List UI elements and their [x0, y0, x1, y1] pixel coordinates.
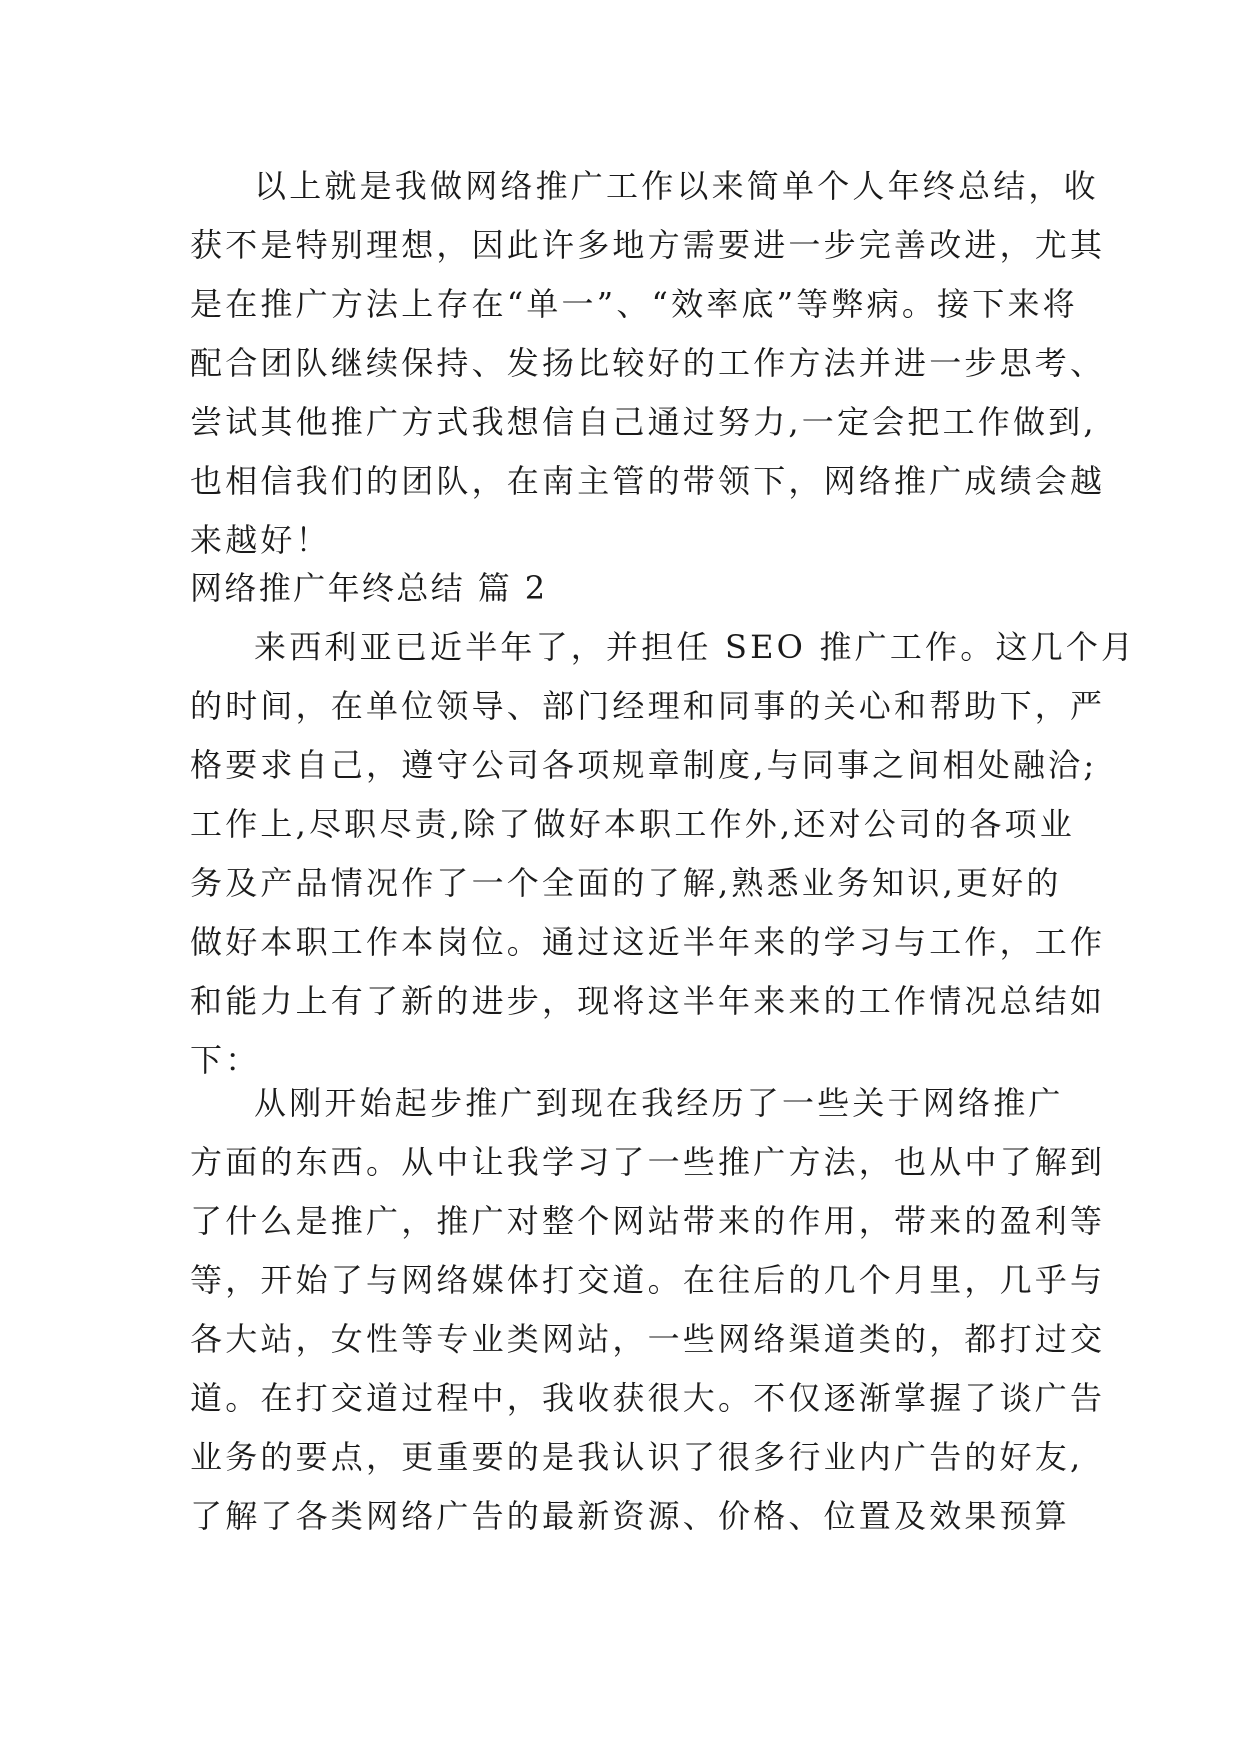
paragraph-line: 和能力上有了新的进步，现将这半年来来的工作情况总结如 [190, 982, 1106, 1020]
paragraph-line: 配合团队继续保持、发扬比较好的工作方法并进一步思考、 [190, 344, 1106, 382]
paragraph-line: 来越好！ [190, 521, 331, 559]
paragraph-line: 做好本职工作本岗位。通过这近半年来的学习与工作，工作 [190, 923, 1106, 961]
paragraph-line: 从刚开始起步推广到现在我经历了一些关于网络推广 [254, 1084, 1064, 1122]
section-heading-text: 网络推广年终总结 篇 2 [190, 569, 548, 607]
paragraph-experience [190, 1074, 1106, 1546]
paragraph-line: 方面的东西。从中让我学习了一些推广方法，也从中了解到 [190, 1143, 1106, 1181]
paragraph-line: 务及产品情况作了一个全面的了解,熟悉业务知识,更好的 [190, 864, 1062, 902]
paragraph-line: 各大站，女性等专业类网站，一些网络渠道类的，都打过交 [190, 1320, 1106, 1358]
paragraph-line: 了什么是推广，推广对整个网站带来的作用，带来的盈利等 [190, 1202, 1106, 1240]
paragraph-line: 是在推广方法上存在“单一”、“效率底”等弊病。接下来将 [190, 285, 1078, 323]
paragraph-line: 获不是特别理想，因此许多地方需要进一步完善改进，尤其 [190, 226, 1106, 264]
paragraph-line: 也相信我们的团队，在南主管的带领下，网络推广成绩会越 [190, 462, 1106, 500]
paragraph-line: 了解了各类网络广告的最新资源、价格、位置及效果预算 [190, 1497, 1071, 1535]
section-heading [190, 559, 1060, 618]
paragraph-line: 工作上,尽职尽责,除了做好本职工作外,还对公司的各项业 [190, 805, 1075, 843]
paragraph-line: 尝试其他推广方式我想信自己通过努力,一定会把工作做到, [190, 403, 1097, 441]
paragraph-line: 以上就是我做网络推广工作以来简单个人年终总结，收 [254, 167, 1099, 205]
paragraph-line: 格要求自己，遵守公司各项规章制度,与同事之间相处融洽; [190, 746, 1098, 784]
paragraph-line: 来西利亚已近半年了，并担任 SEO 推广工作。这几个月 [254, 628, 1137, 666]
paragraph-summary-conclusion [190, 157, 1106, 570]
paragraph-line: 业务的要点，更重要的是我认识了很多行业内广告的好友, [190, 1438, 1084, 1476]
paragraph-intro [190, 618, 1137, 1090]
paragraph-line: 道。在打交道过程中，我收获很大。不仅逐渐掌握了谈广告 [190, 1379, 1106, 1417]
paragraph-line: 的时间，在单位领导、部门经理和同事的关心和帮助下，严 [190, 687, 1106, 725]
paragraph-line: 下： [190, 1041, 261, 1079]
paragraph-line: 等，开始了与网络媒体打交道。在往后的几个月里，几乎与 [190, 1261, 1106, 1299]
